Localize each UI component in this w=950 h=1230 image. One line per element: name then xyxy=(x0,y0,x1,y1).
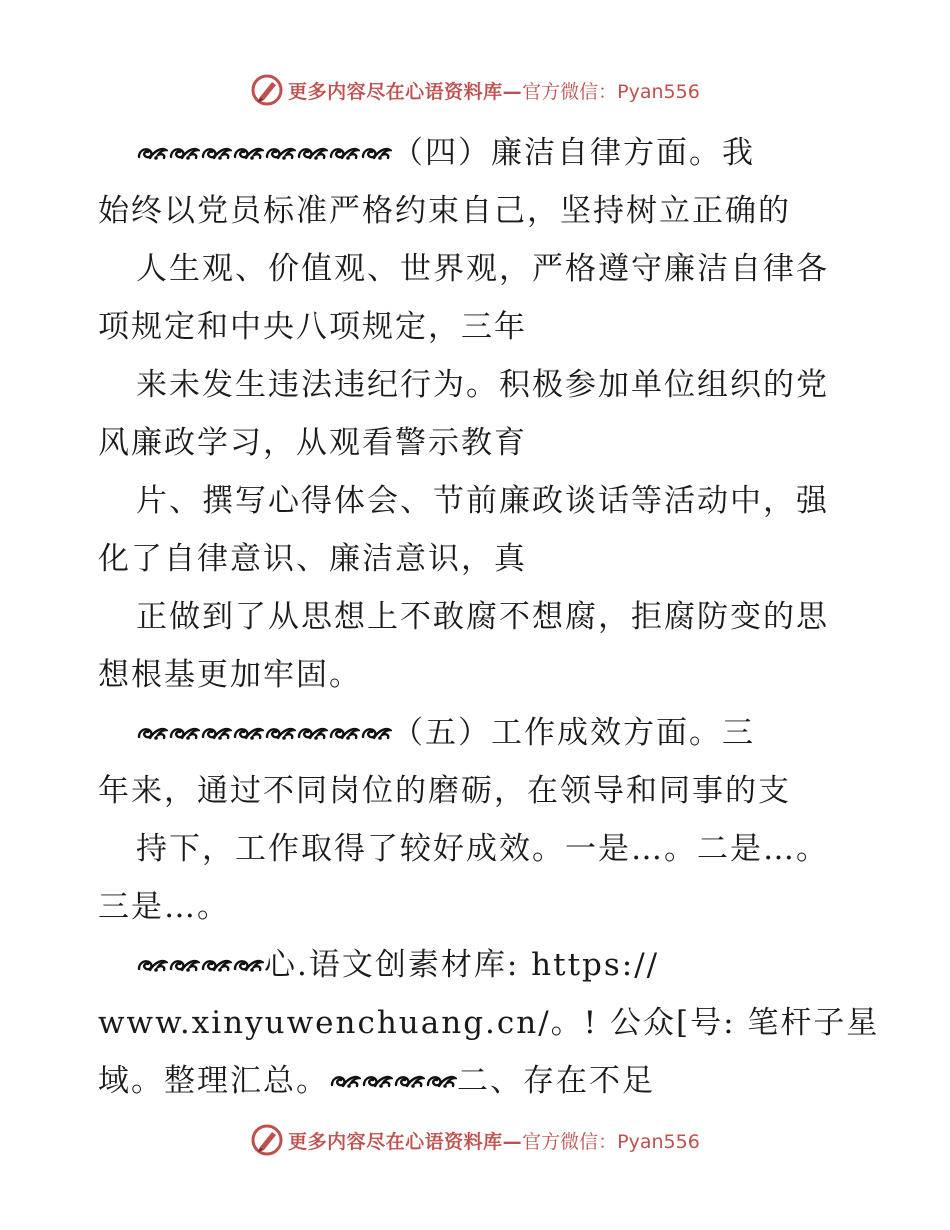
ornament-icon xyxy=(328,723,360,743)
ornament-icon xyxy=(200,955,232,975)
text-line xyxy=(98,124,858,182)
line-text: 人生观、价值观、世界观，严格遵守廉洁自律各 xyxy=(136,251,829,287)
text-line xyxy=(98,472,858,530)
ornament-group xyxy=(136,143,392,163)
line-tail-text: 二、存在不足 xyxy=(457,1063,655,1099)
footer-banner xyxy=(0,1120,950,1160)
line-text: 心.语文创素材库: https:// xyxy=(264,947,660,983)
banner-title: 更多内容尽在心语资料库— xyxy=(288,1130,523,1153)
text-line xyxy=(98,1052,858,1110)
ornament-icon xyxy=(328,143,360,163)
text-line xyxy=(98,936,858,994)
ornament-icon xyxy=(264,143,296,163)
ornament-icon xyxy=(232,143,264,163)
ornament-icon xyxy=(168,723,200,743)
text-line xyxy=(98,182,858,240)
text-line xyxy=(98,414,858,472)
line-text: 来未发生违法违纪行为。积极参加单位组织的党 xyxy=(136,367,829,403)
ornament-icon xyxy=(361,1071,393,1091)
ornament-group xyxy=(136,955,264,975)
banner-wechat: 官方微信：Pyan556 xyxy=(522,80,700,103)
ornament-icon xyxy=(136,143,168,163)
line-text: 始终以党员标准严格约束自己，坚持树立正确的 xyxy=(98,193,791,229)
pen-logo-icon xyxy=(250,73,284,107)
line-text: 项规定和中央八项规定，三年 xyxy=(98,309,527,345)
line-text: www.xinyuwenchuang.cn/。! 公众[号: 笔杆子星 xyxy=(98,1005,880,1041)
line-text: 化了自律意识、廉洁意识，真 xyxy=(98,541,527,577)
text-line xyxy=(98,878,858,936)
text-line xyxy=(98,298,858,356)
ornament-icon xyxy=(168,955,200,975)
line-text: （五）工作成效方面。三 xyxy=(392,715,755,751)
text-line xyxy=(98,240,858,298)
ornament-icon xyxy=(168,143,200,163)
ornament-icon xyxy=(264,723,296,743)
line-text: 持下，工作取得了较好成效。一是…。二是…。 xyxy=(136,831,829,867)
text-line xyxy=(98,994,880,1052)
ornament-icon xyxy=(393,1071,425,1091)
line-text: 年来，通过不同岗位的磨砺，在领导和同事的支 xyxy=(98,773,791,809)
ornament-icon xyxy=(200,723,232,743)
banner-wechat: 官方微信：Pyan556 xyxy=(522,1130,700,1153)
ornament-icon xyxy=(136,723,168,743)
ornament-icon xyxy=(136,955,168,975)
pen-logo-icon xyxy=(250,1123,284,1157)
text-line xyxy=(98,820,858,878)
line-text: 域。整理汇总。 xyxy=(98,1063,329,1099)
ornament-icon xyxy=(232,955,264,975)
ornament-icon xyxy=(329,1071,361,1091)
line-text: 三是…。 xyxy=(98,889,230,925)
ornament-icon xyxy=(232,723,264,743)
ornament-icon xyxy=(425,1071,457,1091)
text-line xyxy=(98,704,858,762)
text-line xyxy=(98,588,858,646)
ornament-icon xyxy=(296,723,328,743)
line-text: （四）廉洁自律方面。我 xyxy=(392,135,755,171)
banner-title: 更多内容尽在心语资料库— xyxy=(288,80,523,103)
ornament-icon xyxy=(200,143,232,163)
text-line xyxy=(98,762,858,820)
text-line xyxy=(98,646,858,704)
text-line xyxy=(98,530,858,588)
ornament-icon xyxy=(360,143,392,163)
ornament-icon xyxy=(360,723,392,743)
ornament-group xyxy=(329,1071,457,1091)
header-banner xyxy=(0,70,950,110)
ornament-icon xyxy=(296,143,328,163)
line-text: 正做到了从思想上不敢腐不想腐，拒腐防变的思 xyxy=(136,599,829,635)
line-text: 片、撰写心得体会、节前廉政谈话等活动中，强 xyxy=(136,483,829,519)
text-line xyxy=(98,356,858,414)
line-text: 想根基更加牢固。 xyxy=(98,657,362,693)
line-text: 风廉政学习，从观看警示教育 xyxy=(98,425,527,461)
ornament-group xyxy=(136,723,392,743)
document-body xyxy=(98,124,880,1110)
